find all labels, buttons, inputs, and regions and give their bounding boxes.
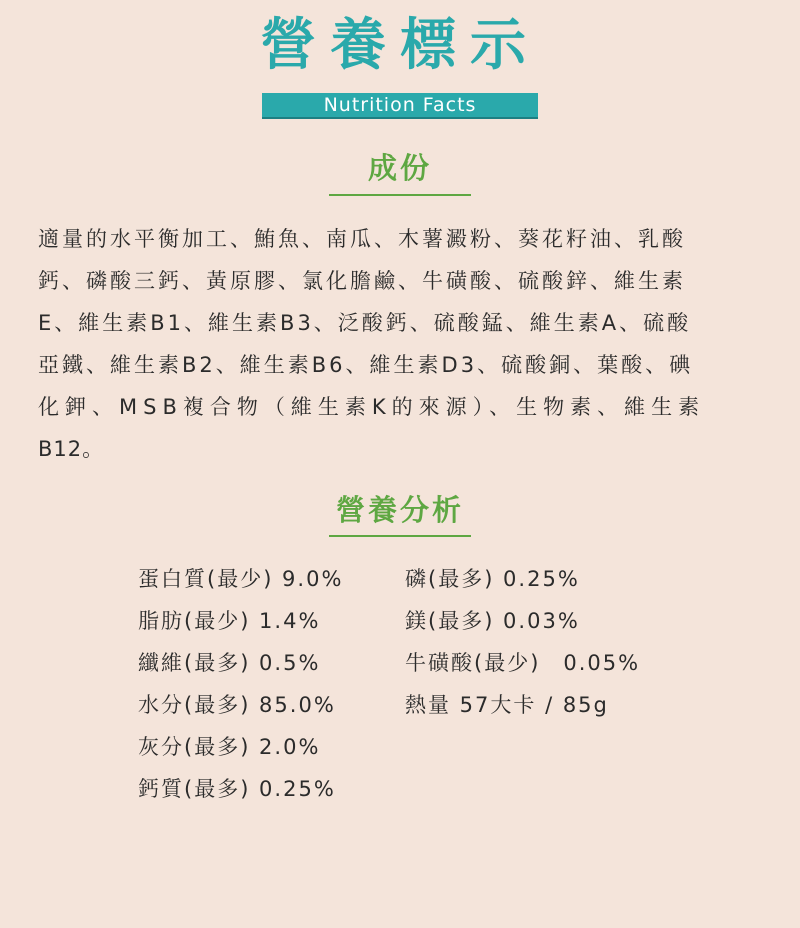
ingredients-line-4: 亞鐵、維生素B2、維生素B6、維生素D3、硫酸銅、葉酸、碘 <box>38 353 694 377</box>
analysis-left-protein: 蛋白質(最少) 9.0% <box>138 567 344 591</box>
analysis-right-taurine: 牛磺酸(最少) 0.05% <box>405 651 641 675</box>
analysis-heading-rule <box>329 535 471 537</box>
analysis-right-phosphorus: 磷(最多) 0.25% <box>405 567 580 591</box>
nutrition-facts-banner: Nutrition Facts <box>262 93 538 119</box>
ingredients-heading: 成份 <box>367 151 432 185</box>
analysis-heading: 營養分析 <box>335 493 464 527</box>
analysis-left-fiber: 纖維(最多) 0.5% <box>138 651 321 675</box>
ingredients-line-5: 化鉀、MSB複合物（維生素K的來源）、生物素、維生素 <box>38 395 706 419</box>
ingredients-heading-rule <box>329 194 471 196</box>
analysis-left-moisture: 水分(最多) 85.0% <box>138 693 336 717</box>
ingredients-line-6: B12。 <box>38 437 105 461</box>
analysis-right-magnesium: 鎂(最多) 0.03% <box>405 609 580 633</box>
analysis-right-calories: 熱量 57大卡 / 85g <box>405 693 609 717</box>
ingredients-line-3: E、維生素B1、維生素B3、泛酸鈣、硫酸錳、維生素A、硫酸 <box>38 311 692 335</box>
ingredients-line-1: 適量的水平衡加工、鮪魚、南瓜、木薯澱粉、葵花籽油、乳酸 <box>38 227 686 251</box>
analysis-left-calcium: 鈣質(最多) 0.25% <box>138 777 336 801</box>
analysis-left-fat: 脂肪(最少) 1.4% <box>138 609 321 633</box>
ingredients-line-2: 鈣、磷酸三鈣、黃原膠、氯化膽鹼、牛磺酸、硫酸鋅、維生素 <box>38 269 686 293</box>
analysis-left-ash: 灰分(最多) 2.0% <box>138 735 321 759</box>
ingredients-text <box>38 218 764 470</box>
page-title: 營養標示 <box>260 13 540 78</box>
